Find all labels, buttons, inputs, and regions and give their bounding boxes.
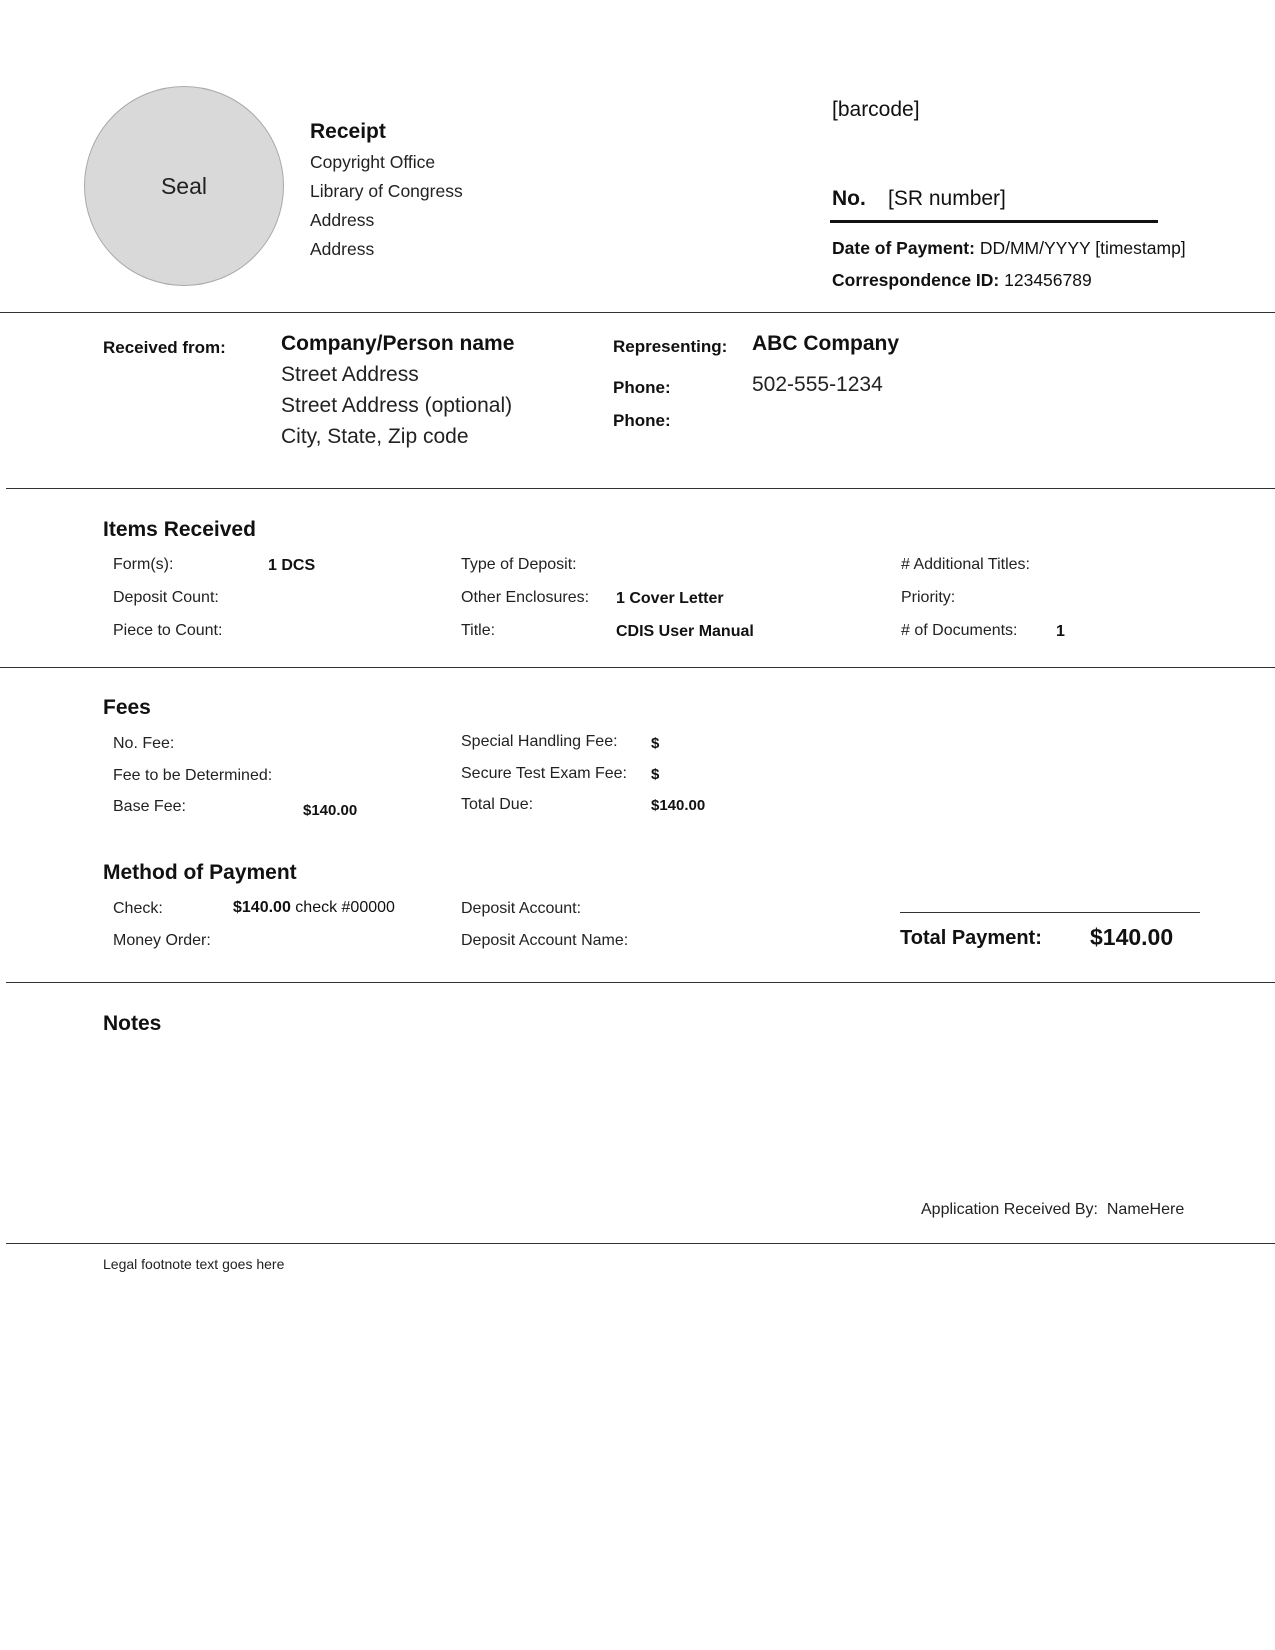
date-of-payment-value: DD/MM/YYYY [timestamp]: [979, 238, 1186, 258]
divider: [6, 982, 1275, 983]
receipt-number: [SR number]: [888, 187, 1006, 210]
representing-value: ABC Company: [752, 332, 900, 355]
deposit-account-name-label: Deposit Account Name:: [461, 932, 629, 949]
receipt-number-underline: [830, 220, 1158, 223]
barcode: [barcode]: [832, 98, 920, 121]
piece-to-count-label: Piece to Count:: [113, 622, 223, 639]
secure-test-exam-fee-label: Secure Test Exam Fee:: [461, 765, 627, 782]
seal-label: Seal: [160, 172, 208, 199]
forms-label: Form(s):: [113, 556, 174, 573]
received-by-value: NameHere: [1106, 1201, 1185, 1218]
documents-count-label: # of Documents:: [901, 622, 1018, 639]
date-of-payment: [832, 238, 1186, 259]
deposit-count-label: Deposit Count:: [113, 589, 219, 606]
received-from-name: Company/Person name: [281, 332, 515, 355]
money-order-label: Money Order:: [113, 932, 211, 949]
total-payment-label: Total Payment:: [900, 927, 1042, 949]
additional-titles-label: # Additional Titles:: [901, 556, 1030, 573]
phone-label: Phone:: [613, 411, 671, 430]
fees-title: Fees: [103, 696, 151, 719]
received-by-label: Application Received By:: [921, 1201, 1098, 1218]
divider: [0, 312, 1275, 313]
check-value: [233, 899, 395, 917]
address-line: Street Address (optional): [281, 394, 513, 417]
type-of-deposit-label: Type of Deposit:: [461, 556, 577, 573]
date-of-payment-label: Date of Payment:: [832, 238, 975, 258]
total-payment-rule: [900, 912, 1200, 913]
receipt-title: Receipt: [310, 120, 386, 143]
total-due-value: $140.00: [651, 797, 706, 814]
secure-test-exam-fee-value: $: [651, 766, 660, 783]
correspondence-id: [832, 270, 1092, 291]
special-handling-fee-value: $: [651, 735, 660, 752]
phone-value: 502-555-1234: [752, 373, 883, 396]
title-label: Title:: [461, 622, 496, 639]
base-fee-value: $140.00: [303, 802, 358, 819]
check-label: Check:: [113, 900, 163, 917]
forms-value: 1 DCS: [268, 557, 316, 574]
total-payment-value: $140.00: [1090, 924, 1174, 950]
office-line: Address: [310, 210, 375, 230]
method-of-payment-title: Method of Payment: [103, 861, 297, 884]
check-amount: $140.00: [233, 899, 291, 916]
office-line: Library of Congress: [310, 181, 463, 201]
receipt-number-label: No.: [832, 187, 866, 210]
check-number: check #00000: [290, 899, 395, 916]
office-line: Address: [310, 239, 375, 259]
other-enclosures-label: Other Enclosures:: [461, 589, 590, 606]
application-received-by: [921, 1201, 1184, 1219]
representing-label: Representing:: [613, 337, 728, 356]
deposit-account-label: Deposit Account:: [461, 900, 582, 917]
divider: [6, 1243, 1275, 1244]
base-fee-label: Base Fee:: [113, 798, 186, 815]
address-line: Street Address: [281, 363, 419, 386]
notes-title: Notes: [103, 1012, 162, 1035]
other-enclosures-value: 1 Cover Letter: [616, 590, 724, 607]
legal-footnote: Legal footnote text goes here: [103, 1256, 285, 1272]
documents-count-value: 1: [1056, 623, 1065, 640]
seal: [84, 86, 284, 286]
divider: [6, 488, 1275, 489]
special-handling-fee-label: Special Handling Fee:: [461, 733, 618, 750]
correspondence-id-label: Correspondence ID:: [832, 270, 1000, 290]
items-received-title: Items Received: [103, 518, 256, 541]
received-from-label: Received from:: [103, 338, 226, 357]
total-due-label: Total Due:: [461, 796, 534, 813]
priority-label: Priority:: [901, 589, 956, 606]
office-line: Copyright Office: [310, 152, 436, 172]
divider: [0, 667, 1275, 668]
address-line: City, State, Zip code: [281, 425, 469, 448]
fee-tbd-label: Fee to be Determined:: [113, 767, 273, 784]
correspondence-id-value: 123456789: [1004, 270, 1092, 290]
title-value: CDIS User Manual: [616, 623, 754, 640]
no-fee-label: No. Fee:: [113, 735, 175, 752]
phone-label: Phone:: [613, 378, 671, 397]
